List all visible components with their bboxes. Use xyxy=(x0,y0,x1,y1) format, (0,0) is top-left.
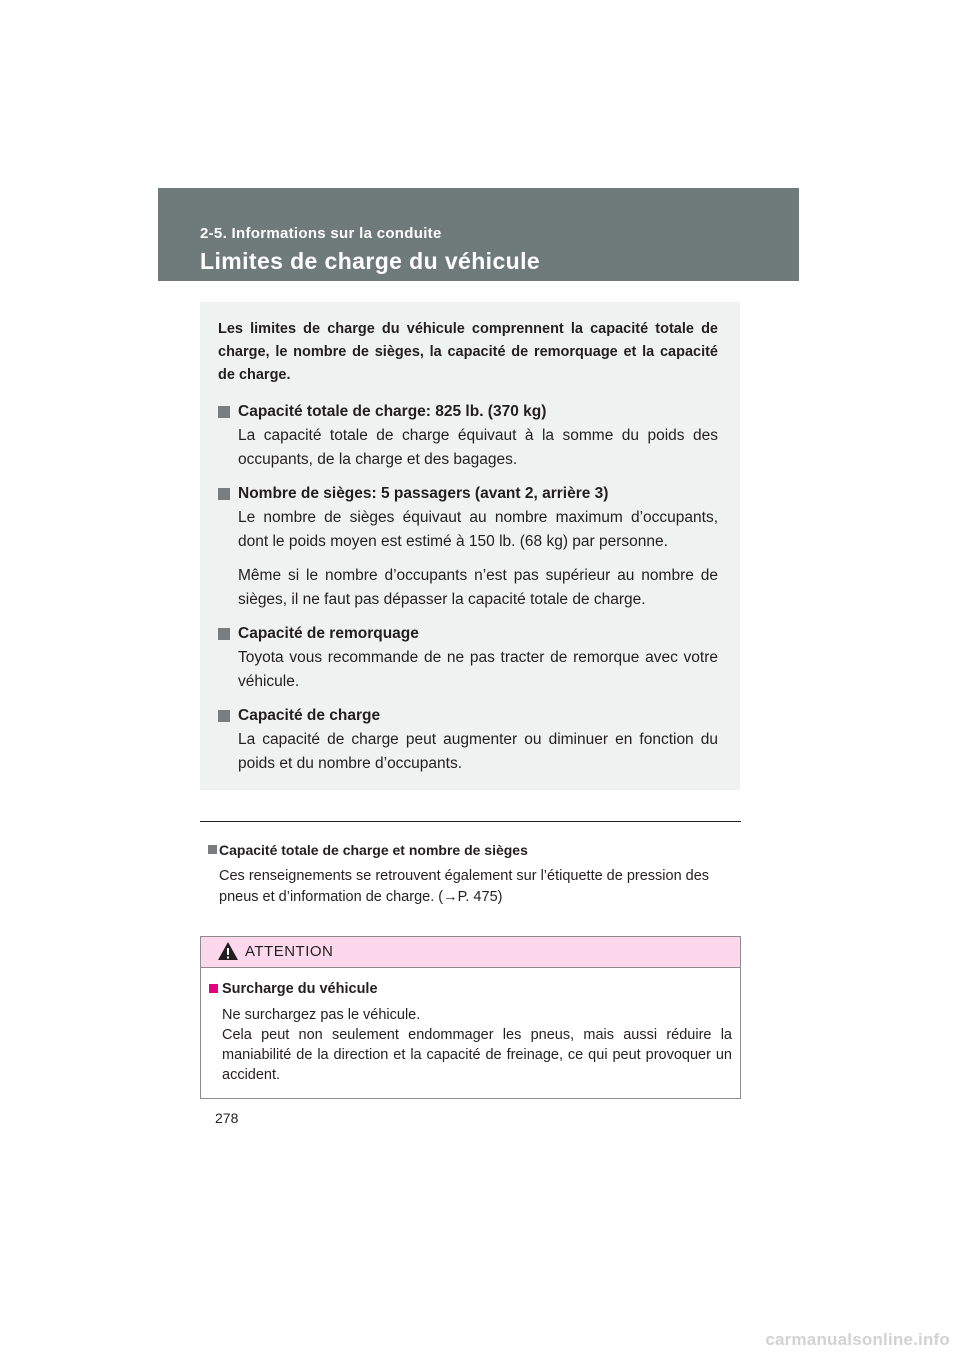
note-body: Ces renseignements se retrouvent également sur l’étiquette de pression des pneus et d’information de charge. (→P. 475) xyxy=(219,868,710,905)
square-bullet-icon xyxy=(208,845,217,854)
item-body-extra: Même si le nombre d’occupants n’est pas supérieur au nombre de sièges, il ne faut pas dépasser la capacité totale de charge. xyxy=(238,567,718,608)
section-header xyxy=(158,188,799,281)
item-heading-text: Capacité de charge xyxy=(238,707,381,724)
intro-text: Les limites de charge du véhicule comprennent la capacité totale de charge, le nombre de sièges, la capacité de remorquage et la capacité de charge. xyxy=(218,321,718,383)
warning-triangle-icon xyxy=(217,941,239,961)
note-heading xyxy=(208,840,738,860)
summary-item xyxy=(218,622,718,694)
item-heading-text: Nombre de sièges: 5 passagers (avant 2, arrière 3) xyxy=(238,485,609,502)
summary-item xyxy=(218,482,718,612)
section-label: 2-5. Informations sur la conduite xyxy=(200,225,442,242)
warning-content xyxy=(201,968,740,1085)
summary-item xyxy=(218,704,718,776)
watermark: carmanualsonline.info xyxy=(765,1330,950,1349)
item-body: La capacité de charge peut augmenter ou diminuer en fonction du poids et du nombre d’occupants. xyxy=(238,731,718,772)
warning-heading-text: Surcharge du véhicule xyxy=(222,981,378,997)
summary-box xyxy=(200,302,740,790)
summary-item xyxy=(218,400,718,472)
warning-box xyxy=(200,936,741,1099)
square-bullet-icon xyxy=(218,710,230,722)
warning-header xyxy=(201,937,740,968)
square-bullet-icon xyxy=(218,488,230,500)
square-bullet-icon xyxy=(218,628,230,640)
note-section xyxy=(208,840,738,908)
warning-label: ATTENTION xyxy=(245,943,334,960)
item-heading xyxy=(218,622,718,646)
note-heading-text: Capacité totale de charge et nombre de sièges xyxy=(219,842,528,858)
warning-line-2: Cela peut non seulement endommager les pneus, mais aussi réduire la maniabilité de la direction et la capacité de freinage, ce qui peut provoquer un accident. xyxy=(222,1027,732,1083)
item-body: Toyota vous recommande de ne pas tracter de remorque avec votre véhicule. xyxy=(238,649,718,690)
item-heading xyxy=(218,704,718,728)
square-bullet-icon xyxy=(218,406,230,418)
item-heading-text: Capacité totale de charge: 825 lb. (370 kg) xyxy=(238,403,547,420)
item-heading-text: Capacité de remorquage xyxy=(238,625,419,642)
item-heading xyxy=(218,482,718,506)
warning-heading xyxy=(209,979,732,999)
page-number: 278 xyxy=(215,1110,239,1126)
item-body: La capacité totale de charge équivaut à la somme du poids des occupants, de la charge et des bagages. xyxy=(238,427,718,468)
warning-body xyxy=(222,1005,732,1085)
warning-line-1: Ne surchargez pas le véhicule. xyxy=(222,1007,421,1023)
divider xyxy=(200,821,741,822)
item-heading xyxy=(218,400,718,424)
square-bullet-icon xyxy=(209,984,218,993)
item-body: Le nombre de sièges équivaut au nombre maximum d’occupants, dont le poids moyen est estimé à 150 lb. (68 kg) par personne. xyxy=(238,509,718,550)
page-title: Limites de charge du véhicule xyxy=(200,248,541,274)
